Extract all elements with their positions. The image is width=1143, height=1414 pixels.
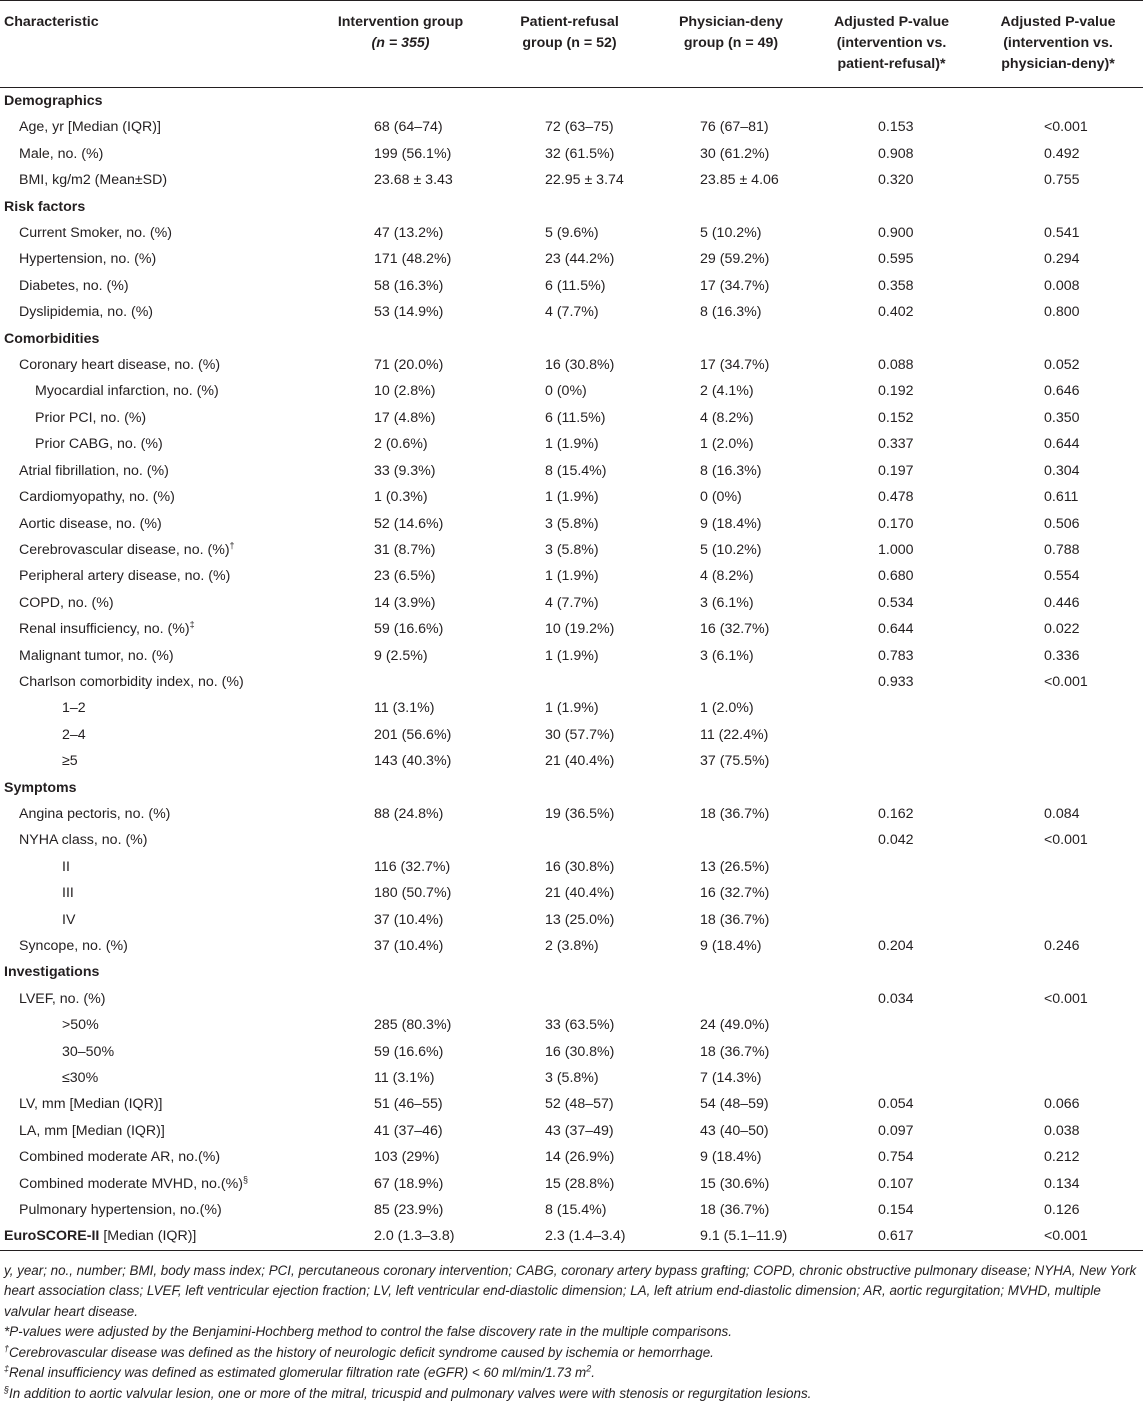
physician-deny-value: 9 (18.4%) — [700, 515, 762, 532]
p-value-patient-refusal — [810, 1012, 973, 1038]
physician-deny-value: 43 (40–50) — [700, 1122, 769, 1139]
row-label: Coronary heart disease, no. (%) — [19, 357, 221, 374]
intervention-value: 85 (23.9%) — [374, 1202, 444, 1219]
table-row — [0, 537, 1143, 563]
p-value-patient-refusal: 0.783 — [878, 647, 914, 664]
intervention-value: 143 (40.3%) — [374, 753, 452, 770]
row-label: Combined moderate AR, no.(%) — [19, 1149, 221, 1166]
p-value-patient-refusal: 0.908 — [878, 145, 914, 162]
intervention-value: 2.0 (1.3–3.8) — [374, 1228, 455, 1245]
row-label: Malignant tumor, no. (%) — [19, 647, 174, 664]
p-value-patient-refusal: 0.152 — [878, 409, 914, 426]
patient-refusal-value — [487, 827, 652, 853]
row-label: Male, no. (%) — [19, 145, 104, 162]
row-label: ≤30% — [62, 1070, 99, 1087]
p-value-patient-refusal: 0.088 — [878, 357, 914, 374]
p-value-physician-deny: 0.611 — [1044, 489, 1079, 506]
row-label: Myocardial infarction, no. (%) — [35, 383, 219, 400]
p-value-physician-deny: 0.506 — [1044, 515, 1080, 532]
patient-refusal-value: 16 (30.8%) — [545, 858, 615, 875]
intervention-value: 2 (0.6%) — [374, 436, 428, 453]
intervention-value: 1 (0.3%) — [374, 489, 428, 506]
patient-refusal-value: 3 (5.8%) — [545, 1070, 599, 1087]
p-value-patient-refusal: 0.358 — [878, 277, 914, 294]
p-value-patient-refusal: 1.000 — [878, 541, 914, 558]
section-heading: Comorbidities — [4, 330, 100, 347]
footnote-abbreviations: y, year; no., number; BMI, body mass index; PCI, percutaneous coronary intervention; CABG, coronary artery bypass grafting; COPD, chronic obstructive pulmonary disease; NYHA, New York heart association class; LVEF, left ventricular ejection fraction; LV, left ventricular end-diastolic dimension; LA, left atrium end-diastolic dimension; AR, aortic regurgitation; MVHD, multiple valvular heart disease. — [4, 1262, 1137, 1319]
intervention-value: 10 (2.8%) — [374, 383, 436, 400]
intervention-value: 201 (56.6%) — [374, 726, 452, 743]
p-value-physician-deny: 0.541 — [1044, 225, 1080, 242]
p-value-patient-refusal: 0.617 — [878, 1228, 914, 1245]
patient-refusal-value: 2.3 (1.4–3.4) — [545, 1228, 626, 1245]
row-label: Combined moderate MVHD, no.(%)§ — [19, 1173, 248, 1192]
p-value-patient-refusal: 0.107 — [878, 1175, 914, 1192]
p-value-physician-deny — [973, 748, 1143, 774]
p-value-physician-deny: 0.644 — [1044, 436, 1080, 453]
header-intervention-group: Intervention group (n = 355) — [314, 1, 487, 88]
row-label: Pulmonary hypertension, no.(%) — [19, 1202, 222, 1219]
p-value-patient-refusal: 0.054 — [878, 1096, 914, 1113]
intervention-value: 171 (48.2%) — [374, 251, 452, 268]
intervention-value: 17 (4.8%) — [374, 409, 436, 426]
p-value-physician-deny: <0.001 — [1044, 119, 1088, 136]
physician-deny-value: 0 (0%) — [700, 489, 742, 506]
intervention-value: 37 (10.4%) — [374, 938, 444, 954]
patient-refusal-value: 72 (63–75) — [545, 119, 614, 136]
physician-deny-value: 4 (8.2%) — [700, 568, 754, 585]
row-label: 2–4 — [62, 726, 86, 743]
p-value-physician-deny: 0.022 — [1044, 621, 1080, 638]
intervention-value: 68 (64–74) — [374, 119, 443, 136]
row-label: Prior PCI, no. (%) — [35, 409, 147, 426]
p-value-patient-refusal: 0.162 — [878, 805, 914, 822]
table-row — [0, 299, 1143, 325]
row-label: Angina pectoris, no. (%) — [19, 805, 171, 822]
p-value-physician-deny — [973, 722, 1143, 748]
p-value-physician-deny: 0.304 — [1044, 462, 1080, 479]
p-value-physician-deny: 0.800 — [1044, 304, 1080, 321]
p-value-patient-refusal: 0.170 — [878, 515, 914, 532]
patient-refusal-value: 8 (15.4%) — [545, 462, 607, 479]
physician-deny-value: 9.1 (5.1–11.9) — [700, 1228, 788, 1245]
physician-deny-value: 3 (6.1%) — [700, 594, 754, 611]
patient-refusal-value: 1 (1.9%) — [545, 700, 599, 717]
patient-refusal-value: 8 (15.4%) — [545, 1202, 607, 1219]
footnote-cerebrovascular: †Cerebrovascular disease was defined as the history of neurologic deficit syndrome caused by ischemia or hemorrhage. — [4, 1343, 714, 1360]
p-value-physician-deny: 0.008 — [1044, 277, 1080, 294]
table-row — [0, 801, 1143, 827]
intervention-value — [314, 986, 487, 1012]
p-value-physician-deny: <0.001 — [1044, 1228, 1088, 1245]
section-row — [0, 194, 1143, 220]
p-value-patient-refusal — [810, 722, 973, 748]
intervention-value: 88 (24.8%) — [374, 805, 444, 822]
table-row — [0, 722, 1143, 748]
table-row — [0, 141, 1143, 167]
table-row — [0, 114, 1143, 140]
p-value-patient-refusal — [810, 1065, 973, 1091]
intervention-value: 53 (14.9%) — [374, 304, 444, 321]
intervention-value: 103 (29%) — [374, 1149, 440, 1166]
p-value-patient-refusal: 0.478 — [878, 489, 914, 506]
patient-refusal-value: 32 (61.5%) — [545, 145, 615, 162]
patient-refusal-value: 16 (30.8%) — [545, 357, 615, 374]
table-footnotes — [0, 1251, 1143, 1405]
p-value-patient-refusal: 0.534 — [878, 594, 914, 611]
patient-refusal-value: 23 (44.2%) — [545, 251, 615, 268]
row-label: Prior CABG, no. (%) — [35, 436, 163, 453]
p-value-physician-deny: 0.052 — [1044, 357, 1080, 374]
row-label: II — [62, 858, 70, 875]
table-row — [0, 405, 1143, 431]
table-row — [0, 378, 1143, 404]
patient-refusal-value: 6 (11.5%) — [545, 409, 606, 426]
intervention-value: 41 (37–46) — [374, 1122, 443, 1139]
row-label: LV, mm [Median (IQR)] — [19, 1096, 163, 1113]
p-value-patient-refusal: 0.197 — [878, 462, 914, 479]
intervention-value: 180 (50.7%) — [374, 885, 452, 902]
table-row — [0, 511, 1143, 537]
p-value-physician-deny: 0.084 — [1044, 805, 1080, 822]
physician-deny-value: 8 (16.3%) — [700, 304, 762, 321]
intervention-value: 59 (16.6%) — [374, 1043, 444, 1060]
intervention-value: 51 (46–55) — [374, 1096, 443, 1113]
physician-deny-value: 15 (30.6%) — [700, 1175, 770, 1192]
physician-deny-value: 1 (2.0%) — [700, 436, 754, 453]
p-value-patient-refusal: 0.192 — [878, 383, 914, 400]
footnote-p-value-adjustment: *P-values were adjusted by the Benjamini-Hochberg method to control the false discovery rate in the multiple comparisons. — [4, 1324, 732, 1340]
p-value-physician-deny: 0.492 — [1044, 145, 1080, 162]
physician-deny-value: 29 (59.2%) — [700, 251, 770, 268]
row-label: Renal insufficiency, no. (%)‡ — [19, 619, 195, 638]
patient-refusal-value: 6 (11.5%) — [545, 277, 606, 294]
table-row — [0, 458, 1143, 484]
table-row — [0, 1144, 1143, 1170]
physician-deny-value: 13 (26.5%) — [700, 858, 770, 875]
patient-refusal-value: 2 (3.8%) — [545, 938, 599, 954]
physician-deny-value: 8 (16.3%) — [700, 462, 762, 479]
intervention-value: 47 (13.2%) — [374, 225, 444, 242]
intervention-value: 31 (8.7%) — [374, 541, 436, 558]
p-value-physician-deny — [973, 695, 1143, 721]
section-heading: Symptoms — [4, 779, 77, 796]
p-value-patient-refusal: 0.595 — [878, 251, 914, 268]
table-row — [0, 907, 1143, 933]
physician-deny-value — [652, 986, 810, 1012]
table-row — [0, 1091, 1143, 1117]
patient-refusal-value: 1 (1.9%) — [545, 647, 599, 664]
p-value-physician-deny: <0.001 — [1044, 832, 1088, 849]
table-row — [0, 220, 1143, 246]
physician-deny-value — [652, 827, 810, 853]
section-heading: Investigations — [4, 964, 100, 981]
section-heading: Demographics — [4, 93, 103, 109]
physician-deny-value: 54 (48–59) — [700, 1096, 769, 1113]
p-value-patient-refusal: 0.154 — [878, 1202, 914, 1219]
patient-refusal-value: 4 (7.7%) — [545, 304, 599, 321]
physician-deny-value: 18 (36.7%) — [700, 805, 770, 822]
physician-deny-value: 24 (49.0%) — [700, 1017, 770, 1034]
p-value-patient-refusal — [810, 695, 973, 721]
p-value-physician-deny: 0.788 — [1044, 541, 1080, 558]
patient-refusal-value: 21 (40.4%) — [545, 885, 615, 902]
p-value-physician-deny: 0.126 — [1044, 1202, 1080, 1219]
intervention-value: 52 (14.6%) — [374, 515, 444, 532]
patient-refusal-value: 1 (1.9%) — [545, 489, 599, 506]
row-label: BMI, kg/m2 (Mean±SD) — [19, 172, 168, 189]
patient-refusal-value: 3 (5.8%) — [545, 515, 599, 532]
row-label: Charlson comorbidity index, no. (%) — [19, 673, 244, 690]
table-row — [0, 616, 1143, 642]
patient-refusal-value: 33 (63.5%) — [545, 1017, 615, 1034]
physician-deny-value: 23.85 ± 4.06 — [700, 172, 779, 189]
patient-refusal-value: 0 (0%) — [545, 383, 587, 400]
intervention-value: 116 (32.7%) — [374, 858, 451, 875]
section-row — [0, 88, 1143, 115]
p-value-physician-deny — [973, 1012, 1143, 1038]
p-value-physician-deny: 0.336 — [1044, 647, 1080, 664]
physician-deny-value: 5 (10.2%) — [700, 541, 762, 558]
header-p-value-patient-refusal: Adjusted P-value (intervention vs. patient-refusal)* — [810, 1, 973, 88]
row-label: LVEF, no. (%) — [19, 990, 106, 1007]
patient-refusal-value: 52 (48–57) — [545, 1096, 614, 1113]
physician-deny-value: 37 (75.5%) — [700, 753, 770, 770]
table-row — [0, 695, 1143, 721]
physician-deny-value: 9 (18.4%) — [700, 938, 762, 954]
row-label: Hypertension, no. (%) — [19, 251, 157, 268]
table-row — [0, 1118, 1143, 1144]
p-value-patient-refusal: 0.900 — [878, 225, 914, 242]
physician-deny-value: 3 (6.1%) — [700, 647, 754, 664]
row-label: Diabetes, no. (%) — [19, 277, 129, 294]
p-value-patient-refusal — [810, 854, 973, 880]
p-value-physician-deny — [973, 1039, 1143, 1065]
p-value-physician-deny: 0.350 — [1044, 409, 1080, 426]
p-value-patient-refusal: 0.754 — [878, 1149, 914, 1166]
p-value-patient-refusal: 0.204 — [878, 938, 914, 954]
patient-refusal-value — [487, 986, 652, 1012]
p-value-physician-deny — [973, 854, 1143, 880]
physician-deny-value: 2 (4.1%) — [700, 383, 754, 400]
intervention-value: 11 (3.1%) — [374, 1070, 435, 1087]
physician-deny-value: 76 (67–81) — [700, 119, 769, 136]
physician-deny-value: 11 (22.4%) — [700, 726, 769, 743]
row-label: 30–50% — [62, 1043, 115, 1060]
patient-refusal-value: 10 (19.2%) — [545, 621, 615, 638]
intervention-value: 37 (10.4%) — [374, 911, 444, 928]
p-value-physician-deny — [973, 1065, 1143, 1091]
table-body — [0, 88, 1143, 1251]
patient-refusal-value: 43 (37–49) — [545, 1122, 614, 1139]
table-row — [0, 827, 1143, 853]
row-label: EuroSCORE-II [Median (IQR)] — [4, 1228, 197, 1245]
row-label: Syncope, no. (%) — [19, 938, 128, 954]
table-row — [0, 352, 1143, 378]
patient-refusal-value: 3 (5.8%) — [545, 541, 599, 558]
p-value-patient-refusal: 0.337 — [878, 436, 914, 453]
header-characteristic: Characteristic — [0, 1, 314, 88]
table-row — [0, 1065, 1143, 1091]
patient-refusal-value: 19 (36.5%) — [545, 805, 615, 822]
physician-deny-value: 16 (32.7%) — [700, 885, 770, 902]
row-label: Age, yr [Median (IQR)] — [19, 119, 161, 136]
row-label: Aortic disease, no. (%) — [19, 515, 162, 532]
patient-refusal-value: 13 (25.0%) — [545, 911, 615, 928]
physician-deny-value: 16 (32.7%) — [700, 621, 770, 638]
p-value-physician-deny — [973, 880, 1143, 906]
p-value-patient-refusal — [810, 1039, 973, 1065]
physician-deny-value: 7 (14.3%) — [700, 1070, 762, 1087]
header-physician-deny-group: Physician-deny group (n = 49) — [652, 1, 810, 88]
p-value-physician-deny: 0.212 — [1044, 1149, 1080, 1166]
p-value-patient-refusal: 0.644 — [878, 621, 914, 638]
p-value-physician-deny: 0.134 — [1044, 1175, 1080, 1192]
p-value-physician-deny: <0.001 — [1044, 673, 1088, 690]
intervention-value — [314, 669, 487, 695]
table-row — [0, 563, 1143, 589]
p-value-patient-refusal: 0.680 — [878, 568, 914, 585]
section-heading: Risk factors — [4, 198, 86, 215]
physician-deny-value: 18 (36.7%) — [700, 1043, 770, 1060]
table-row — [0, 854, 1143, 880]
p-value-patient-refusal: 0.402 — [878, 304, 914, 321]
patient-refusal-value: 4 (7.7%) — [545, 594, 599, 611]
row-label: III — [62, 885, 74, 902]
intervention-value: 9 (2.5%) — [374, 647, 428, 664]
intervention-value: 23.68 ± 3.43 — [374, 172, 453, 189]
physician-deny-value — [652, 669, 810, 695]
table-row — [0, 1171, 1143, 1197]
p-value-patient-refusal — [810, 880, 973, 906]
physician-deny-value: 17 (34.7%) — [700, 277, 770, 294]
row-label: Peripheral artery disease, no. (%) — [19, 568, 231, 585]
patient-refusal-value: 21 (40.4%) — [545, 753, 615, 770]
p-value-patient-refusal: 0.320 — [878, 172, 914, 189]
header-patient-refusal-group: Patient-refusal group (n = 52) — [487, 1, 652, 88]
p-value-physician-deny: 0.246 — [1044, 938, 1080, 954]
patient-refusal-value: 1 (1.9%) — [545, 436, 599, 453]
table-row — [0, 273, 1143, 299]
row-label: Cerebrovascular disease, no. (%)† — [19, 540, 235, 558]
table-row — [0, 590, 1143, 616]
physician-deny-value: 30 (61.2%) — [700, 145, 770, 162]
p-value-patient-refusal — [810, 907, 973, 933]
header-p-value-physician-deny: Adjusted P-value (intervention vs. physician-deny)* — [973, 1, 1143, 88]
physician-deny-value: 18 (36.7%) — [700, 1202, 770, 1219]
physician-deny-value: 1 (2.0%) — [700, 700, 754, 717]
intervention-value: 59 (16.6%) — [374, 621, 444, 638]
row-label: Cardiomyopathy, no. (%) — [19, 489, 175, 506]
row-label: COPD, no. (%) — [19, 594, 114, 611]
intervention-value: 14 (3.9%) — [374, 594, 436, 611]
intervention-value: 285 (80.3%) — [374, 1017, 452, 1034]
p-value-physician-deny: 0.294 — [1044, 251, 1080, 268]
p-value-physician-deny: 0.554 — [1044, 568, 1080, 585]
intervention-value: 11 (3.1%) — [374, 700, 435, 717]
table-row — [0, 1197, 1143, 1223]
table-row — [0, 484, 1143, 510]
row-label: ≥5 — [62, 753, 78, 770]
patient-refusal-value: 30 (57.7%) — [545, 726, 615, 743]
intervention-value: 67 (18.9%) — [374, 1175, 444, 1192]
row-label: 1–2 — [62, 700, 86, 717]
table-row — [0, 1223, 1143, 1250]
p-value-physician-deny: <0.001 — [1044, 990, 1088, 1007]
row-label: Atrial fibrillation, no. (%) — [19, 462, 169, 479]
intervention-value: 33 (9.3%) — [374, 462, 436, 479]
intervention-value: 58 (16.3%) — [374, 277, 444, 294]
table-row — [0, 748, 1143, 774]
table-row — [0, 431, 1143, 457]
p-value-patient-refusal: 0.933 — [878, 673, 914, 690]
intervention-value: 23 (6.5%) — [374, 568, 436, 585]
patient-refusal-value: 15 (28.8%) — [545, 1175, 615, 1192]
row-label: >50% — [62, 1017, 99, 1034]
section-row — [0, 959, 1143, 985]
p-value-physician-deny: 0.646 — [1044, 383, 1080, 400]
row-label: IV — [62, 911, 76, 928]
physician-deny-value: 18 (36.7%) — [700, 911, 770, 928]
row-label: NYHA class, no. (%) — [19, 832, 148, 849]
p-value-patient-refusal: 0.042 — [878, 832, 914, 849]
table-row — [0, 643, 1143, 669]
table-row — [0, 880, 1143, 906]
p-value-patient-refusal — [810, 748, 973, 774]
patient-refusal-value: 5 (9.6%) — [545, 225, 599, 242]
table-row — [0, 167, 1143, 193]
row-label: Dyslipidemia, no. (%) — [19, 304, 154, 321]
physician-deny-value: 5 (10.2%) — [700, 225, 762, 242]
patient-refusal-value: 16 (30.8%) — [545, 1043, 615, 1060]
p-value-patient-refusal: 0.153 — [878, 119, 914, 136]
physician-deny-value: 4 (8.2%) — [700, 409, 754, 426]
intervention-value: 199 (56.1%) — [374, 145, 452, 162]
physician-deny-value: 17 (34.7%) — [700, 357, 770, 374]
intervention-value — [314, 827, 487, 853]
table-row — [0, 669, 1143, 695]
intervention-value: 71 (20.0%) — [374, 357, 444, 374]
row-label: Current Smoker, no. (%) — [19, 225, 172, 242]
section-row — [0, 326, 1143, 352]
table-row — [0, 246, 1143, 272]
table-row — [0, 986, 1143, 1012]
patient-refusal-value: 14 (26.9%) — [545, 1149, 615, 1166]
table-row — [0, 933, 1143, 959]
table-row — [0, 1039, 1143, 1065]
physician-deny-value: 9 (18.4%) — [700, 1149, 762, 1166]
p-value-physician-deny: 0.755 — [1044, 172, 1080, 189]
patient-refusal-value: 1 (1.9%) — [545, 568, 599, 585]
p-value-patient-refusal: 0.034 — [878, 990, 914, 1007]
p-value-physician-deny: 0.038 — [1044, 1122, 1080, 1139]
table-row — [0, 1012, 1143, 1038]
section-row — [0, 775, 1143, 801]
patient-refusal-value: 22.95 ± 3.74 — [545, 172, 624, 189]
p-value-physician-deny: 0.446 — [1044, 594, 1080, 611]
p-value-physician-deny: 0.066 — [1044, 1096, 1080, 1113]
p-value-physician-deny — [973, 907, 1143, 933]
p-value-patient-refusal: 0.097 — [878, 1122, 914, 1139]
patient-refusal-value — [487, 669, 652, 695]
footnote-mvhd: §In addition to aortic valvular lesion, one or more of the mitral, tricuspid and pulmonary valves were with stenosis or regurgitation lesions. — [4, 1384, 812, 1401]
row-label: LA, mm [Median (IQR)] — [19, 1122, 165, 1139]
footnote-renal-insufficiency: ‡Renal insufficiency was defined as estimated glomerular filtration rate (eGFR) < 60 ml/min/1.73 $m^2$. — [4, 1363, 595, 1381]
